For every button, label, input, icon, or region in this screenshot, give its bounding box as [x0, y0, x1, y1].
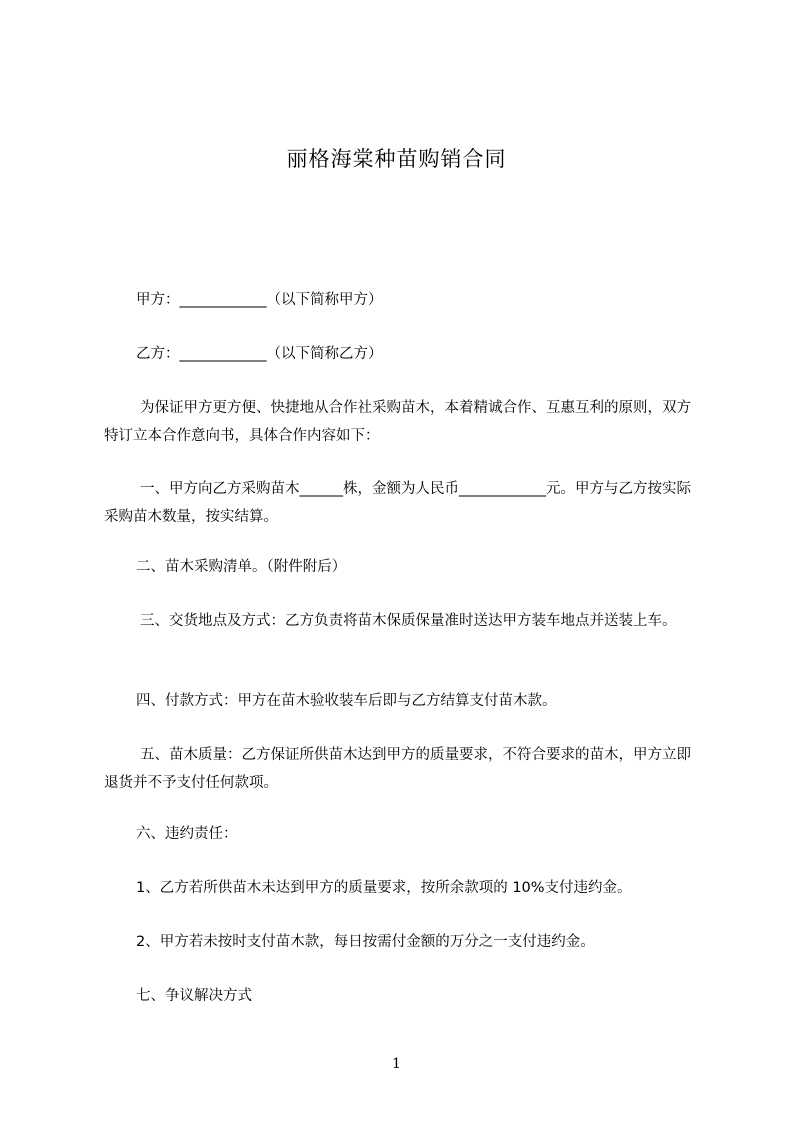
party-a-line: 甲方：____________（以下简称甲方） [136, 292, 383, 308]
clause-6-item-2: 2、甲方若未按时支付苗木款，每日按需付金额的万分之一支付违约金。 [136, 934, 595, 950]
clause-5: 五、苗木质量：乙方保证所供苗木达到甲方的质量要求，不符合要求的苗木，甲方立即退货并不予支付任何款项。 [104, 747, 691, 791]
clause-7: 七、争议解决方式 [136, 988, 252, 1004]
party-b-line: 乙方：____________（以下简称乙方） [136, 346, 383, 362]
clause-1: 一、甲方向乙方采购苗木______株，金额为人民币____________元。甲方与乙方按实际采购苗木数量，按实结算。 [104, 481, 691, 525]
intro-paragraph: 为保证甲方更方便、快捷地从合作社采购苗木，本着精诚合作、互惠互利的原则，双方特订立本合作意向书，具体合作内容如下： [104, 400, 691, 444]
page-number: 1 [392, 1056, 401, 1072]
clause-2: 二、苗木采购清单。（附件附后） [136, 559, 347, 575]
clause-4: 四、付款方式：甲方在苗木验收装车后即与乙方结算支付苗木款。 [136, 693, 557, 709]
clause-6-item-1: 1、乙方若所供苗木未达到甲方的质量要求，按所余款项的 10%支付违约金。 [136, 880, 632, 896]
document-title: 丽格海棠种苗购销合同 [286, 147, 507, 171]
clause-3: 三、交货地点及方式：乙方负责将苗木保质保量准时送达甲方装车地点并送装上车。 [140, 613, 677, 629]
clause-6: 六、违约责任： [136, 826, 238, 842]
